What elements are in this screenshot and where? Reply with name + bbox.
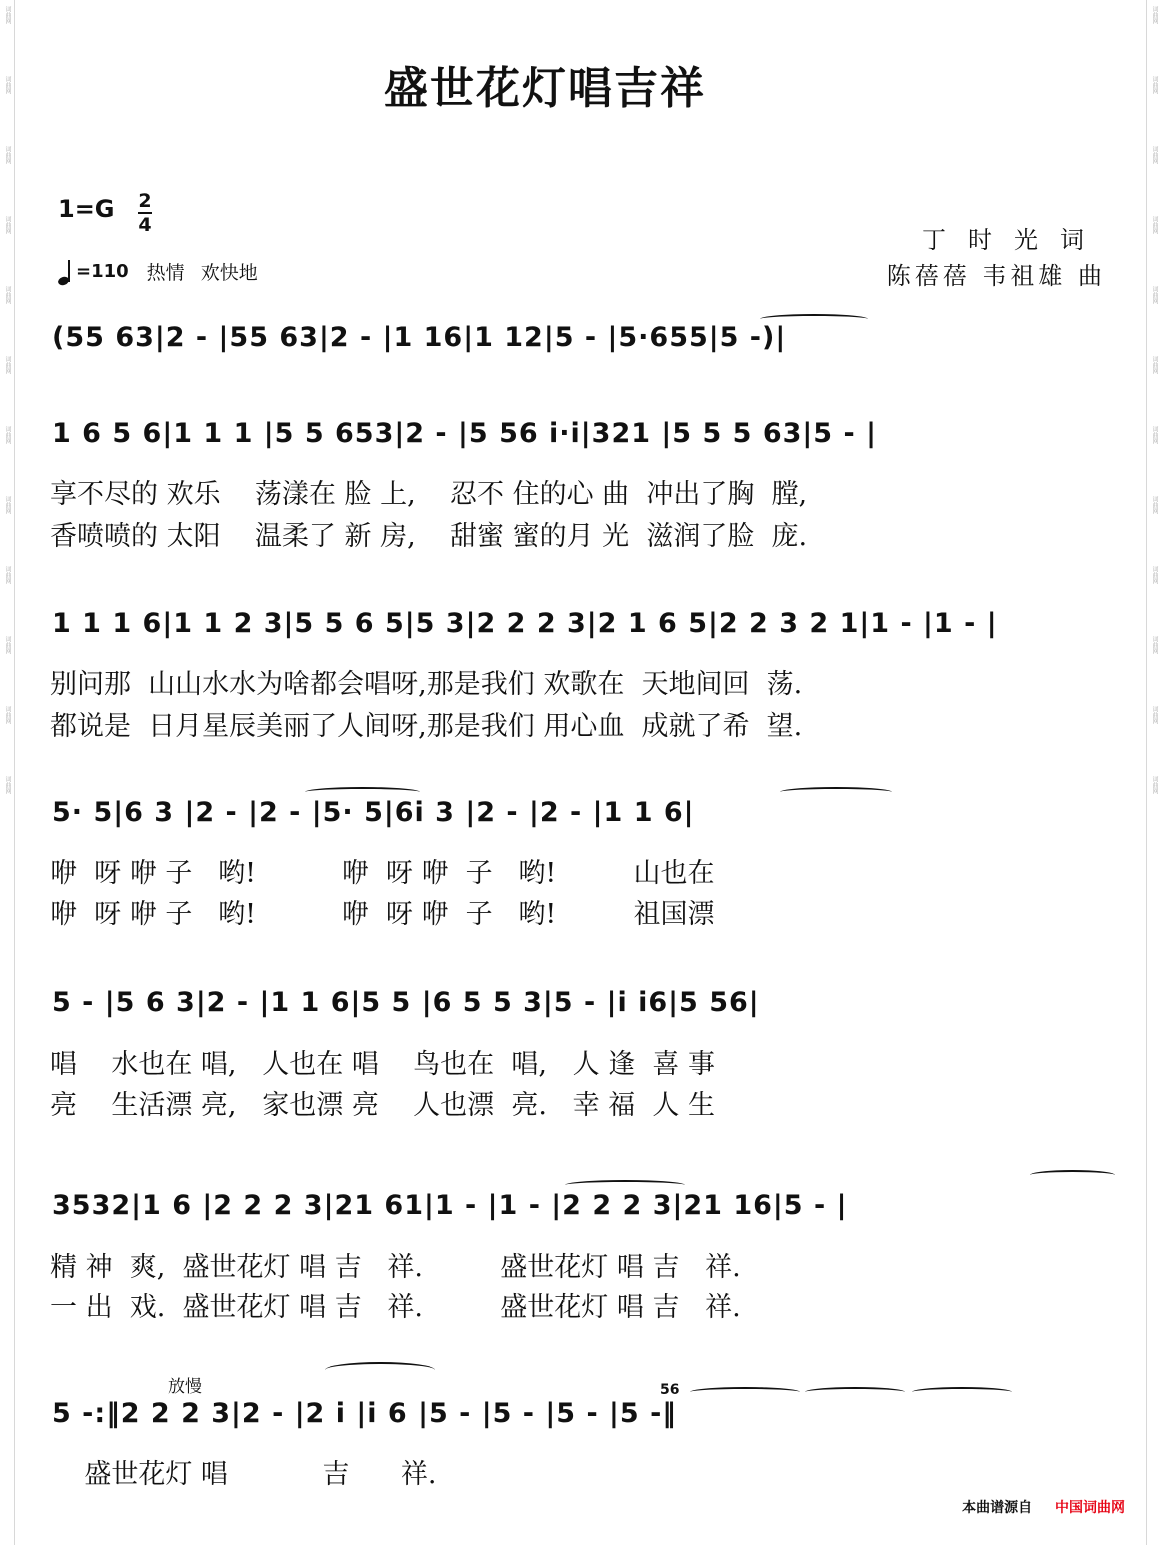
notation-line-4: 5· 5|6 3 |2 - |2 - |5· 5|6i 3 |2 - |2 - |1 1 6| [52,797,695,828]
notation-line-7: 5 -:‖2 2 2 3|2 - |2 i |i 6 |5 - |5 - |5 - |5 -‖ [52,1398,677,1429]
notation-line-3: 1 1 1 6|1 1 2 3|5 5 6 5|5 3|2 2 2 3|2 1 6 5|2 2 3 2 1|1 - |1 - | [52,608,998,639]
lyric-line-2-2: 香喷喷的 太阳 温柔了 新 房, 甜蜜 蜜的月 光 滋润了脸 庞. [50,521,808,552]
watermark-text: 词曲网 [1151,776,1158,794]
watermark-text: 词曲网 [1151,286,1158,304]
lyric-line-6-1: 精 神 爽, 盛世花灯 唱 吉 祥. 盛世花灯 唱 吉 祥. [50,1252,741,1283]
watermark-text: 词曲网 [4,496,11,514]
tie-mark [305,787,420,797]
tie-mark [760,314,868,324]
lyric-line-6-2: 一 出 戏. 盛世花灯 唱 吉 祥. 盛世花灯 唱 吉 祥. [50,1292,741,1323]
lyric-line-2-1: 享不尽的 欢乐 荡漾在 脸 上, 忍不 住的心 曲 冲出了胸 膛, [50,479,808,510]
watermark-text: 词曲网 [1151,6,1158,24]
tie-mark [1030,1170,1115,1180]
watermark-text: 词曲网 [4,286,11,304]
watermark-text: 词曲网 [4,636,11,654]
time-signature [138,190,152,236]
watermark-text: 词曲网 [4,216,11,234]
watermark-text: 词曲网 [4,566,11,584]
tie-mark [780,787,892,797]
watermark-text: 词曲网 [1151,216,1158,234]
tie-mark [565,1180,685,1190]
watermark-text: 词曲网 [1151,426,1158,444]
watermark-text: 词曲网 [1151,356,1158,374]
key-signature: 1=G [58,195,115,223]
notation-line-1: (55 63|2 - |55 63|2 - |1 16|1 12|5 - |5·655|5 -)| [52,322,787,353]
lyric-line-5-1: 唱 水也在 唱, 人也在 唱 鸟也在 唱, 人 逢 喜 事 [50,1049,715,1080]
source-label: 本曲谱源自 [962,1500,1033,1516]
tie-mark [690,1387,800,1397]
watermark-text: 词曲网 [1151,496,1158,514]
watermark-text: 词曲网 [4,6,11,24]
watermark-text: 词曲网 [4,356,11,374]
watermark-text: 词曲网 [4,776,11,794]
expression-marking: 热情 欢快地 [146,262,258,284]
ritardando-direction: 放慢 [168,1377,202,1397]
tie-mark [912,1387,1012,1397]
lyric-line-4-1: 咿 呀 咿 子 哟! 咿 呀 咿 子 哟! 山也在 [50,858,715,889]
watermark-text: 词曲网 [4,146,11,164]
watermark-text: 词曲网 [1151,566,1158,584]
song-title: 盛世花灯唱吉祥 [384,63,706,114]
tempo-marking [58,258,258,285]
lyric-line-3-2: 都说是 日月星辰美丽了人间呀,那是我们 用心血 成就了希 望. [50,711,803,742]
left-watermark-strip [0,0,15,1545]
lyric-line-3-1: 别问那 山山水水为啥都会唱呀,那是我们 欢歌在 天地间回 荡. [50,669,803,700]
lyricist-credit: 丁时光词 [922,226,1106,254]
lyric-line-7: 盛世花灯 唱 吉 祥. [50,1459,437,1490]
notation-line-5: 5 - |5 6 3|2 - |1 1 6|5 5 |6 5 5 3|5 - |i i6|5 56| [52,987,760,1018]
watermark-text: 词曲网 [1151,146,1158,164]
watermark-text: 词曲网 [4,706,11,724]
composer-credit: 陈蓓蓓 韦祖雄 曲 [886,262,1106,290]
notation-line-2: 1 6 5 6|1 1 1 |5 5 653|2 - |5 56 i·i|321 |5 5 5 63|5 - | [52,418,877,449]
notation-line-6: 3532|1 6 |2 2 2 3|21 61|1 - |1 - |2 2 2 3|21 16|5 - | [52,1190,848,1221]
time-signature-bottom: 4 [138,214,152,236]
watermark-text: 词曲网 [1151,76,1158,94]
watermark-text: 词曲网 [1151,706,1158,724]
quarter-note-icon [58,259,72,285]
lyric-line-5-2: 亮 生活漂 亮, 家也漂 亮 人也漂 亮. 幸 福 人 生 [50,1090,715,1121]
watermark-text: 词曲网 [4,426,11,444]
right-watermark-strip [1146,0,1161,1545]
time-signature-top: 2 [138,190,152,212]
source-site-link[interactable]: 中国词曲网 [1055,1500,1125,1516]
watermark-text: 词曲网 [4,76,11,94]
tempo-value: =110 [76,261,129,282]
watermark-text: 词曲网 [1151,636,1158,654]
tie-mark [325,1362,435,1378]
source-footer [962,1497,1125,1517]
grace-notes: 56 [660,1382,680,1398]
tie-mark [805,1387,905,1397]
lyric-line-4-2: 咿 呀 咿 子 哟! 咿 呀 咿 子 哟! 祖国漂 [50,899,715,930]
